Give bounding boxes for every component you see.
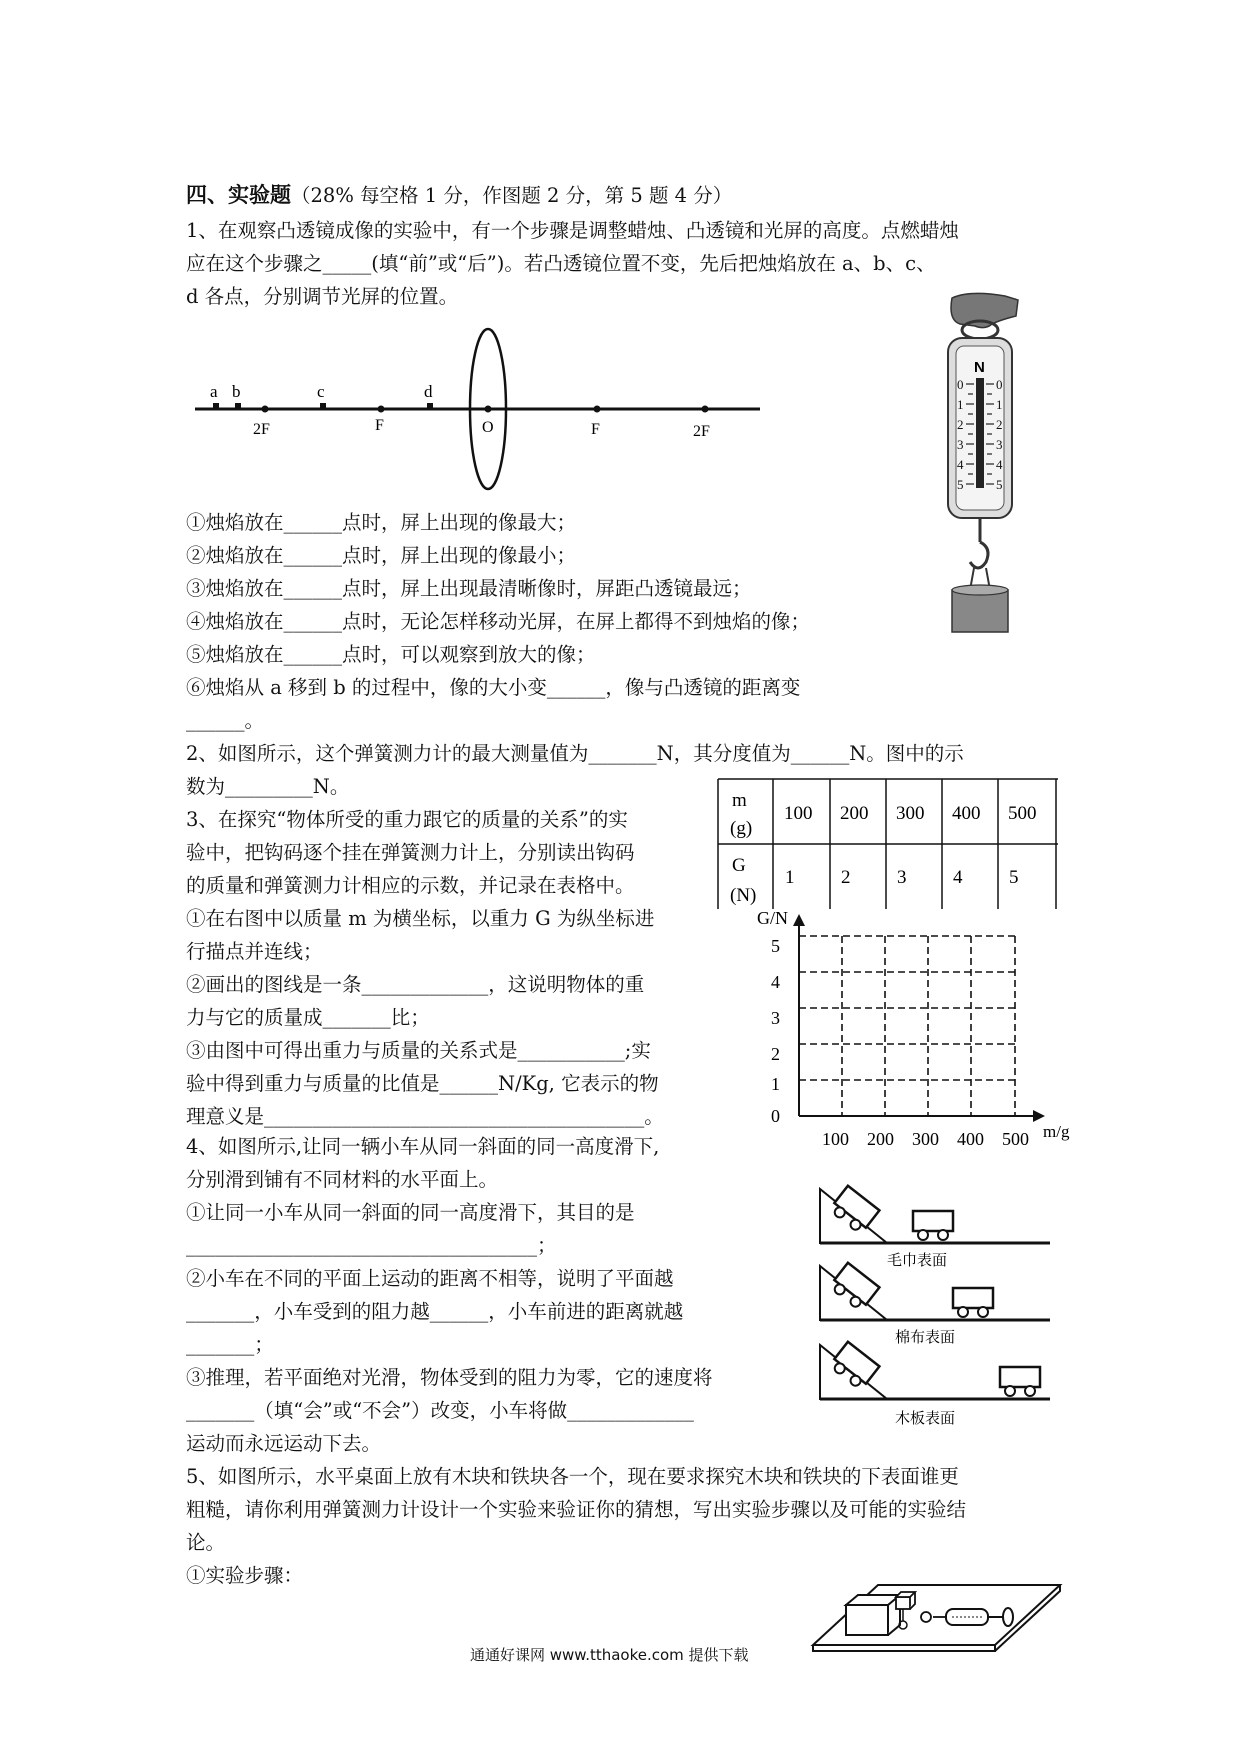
x-tick-200: 200	[867, 1129, 894, 1149]
focus-f-left-dot	[378, 406, 385, 413]
right-tick-4: 4	[996, 457, 1003, 472]
q3-line-3: 的质量和弹簧测力计相应的示数，并记录在表格中。	[186, 874, 635, 897]
lens-diagram	[190, 320, 770, 490]
point-d-marker	[427, 403, 433, 409]
right-tick-0: 0	[996, 377, 1003, 392]
y-axis-label: G/N	[757, 908, 788, 928]
x-tick-100: 100	[822, 1129, 849, 1149]
row1-head-unit: (g)	[730, 818, 753, 839]
incline-panel-cotton	[820, 1263, 1050, 1346]
right-tick-2: 2	[996, 417, 1003, 432]
spring-scale-illustration	[930, 290, 1040, 680]
row2-head-unit: (N)	[730, 885, 757, 906]
left-tick-1: 1	[957, 397, 964, 412]
q1-line-2: 应在这个步骤之_____(填“前”或“后”)。若凸透镜位置不变，先后把烛焰放在 a、b、c、	[186, 252, 936, 275]
mass-cell-1: 100	[784, 803, 813, 824]
weight-cell-3: 3	[897, 867, 907, 888]
right-tick-5: 5	[996, 477, 1003, 492]
point-d-label: d	[424, 382, 433, 401]
g-m-graph	[757, 908, 1085, 1149]
q4-line-8: ③推理，若平面绝对光滑，物体受到的阻力为零，它的速度将	[186, 1366, 713, 1389]
q4-line-4: ____________________________________；	[186, 1234, 557, 1257]
q4-line-10: 运动而永远运动下去。	[186, 1432, 382, 1455]
surface-label-wood: 木板表面	[895, 1410, 956, 1427]
footer-credit: 通通好课网 www.tthaoke.com 提供下载	[470, 1646, 749, 1664]
right-tick-1: 1	[996, 397, 1003, 412]
q3-line-4: ①在右图中以质量 m 为横坐标，以重力 G 为纵坐标进	[186, 907, 655, 930]
q4-line-3: ①让同一小车从同一斜面的同一高度滑下，其目的是	[186, 1201, 635, 1224]
mass-weight-table	[718, 779, 1058, 909]
point-c-marker	[320, 403, 326, 409]
q5-line-1: 5、如图所示，水平桌面上放有木块和铁块各一个，现在要求探究木块和铁块的下表面谁更	[186, 1465, 959, 1488]
table-block-figure	[808, 1545, 1068, 1665]
focus-2f-right-dot	[702, 406, 709, 413]
q3-line-7: 力与它的质量成_______比；	[186, 1006, 430, 1029]
q3-line-10: 理意义是_______________________________________。	[186, 1105, 664, 1128]
incline-panel-towel	[820, 1186, 1050, 1269]
left-tick-0: 0	[957, 377, 964, 392]
mass-cell-4: 400	[952, 803, 981, 824]
label-2f-right: 2F	[693, 423, 710, 440]
q1-line-1: 1、在观察凸透镜成像的实验中，有一个步骤是调整蜡烛、凸透镜和光屏的高度。点燃蜡烛	[186, 219, 959, 242]
point-a-marker	[213, 403, 219, 409]
hook	[970, 542, 988, 568]
q3-line-9: 验中得到重力与质量的比值是______N/Kg, 它表示的物	[186, 1072, 659, 1095]
q3-line-8: ③由图中可得出重力与质量的关系式是___________;实	[186, 1039, 651, 1062]
q1-line-3: d 各点，分别调节光屏的位置。	[186, 285, 459, 308]
x-tick-300: 300	[912, 1129, 939, 1149]
mass-cell-3: 300	[896, 803, 925, 824]
q3-line-2: 验中，把钩码逐个挂在弹簧测力计上，分别读出钩码	[186, 841, 635, 864]
q4-line-5: ②小车在不同的平面上运动的距离不相等，说明了平面越	[186, 1267, 674, 1290]
q1-item-5: ⑤烛焰放在______点时，可以观察到放大的像；	[186, 643, 596, 666]
q2-line-1: 2、如图所示，这个弹簧测力计的最大测量值为_______N，其分度值为______N。图中的示	[186, 742, 964, 765]
q1-item-6: ⑥烛焰从 a 移到 b 的过程中，像的大小变______，像与凸透镜的距离变	[186, 676, 801, 699]
q5-line-4: ①实验步骤：	[186, 1564, 304, 1587]
row2-head-g: G	[732, 855, 746, 876]
q3-line-1: 3、在探究“物体所受的重力跟它的质量的关系”的实	[186, 808, 628, 831]
x-axis-label: m/g	[1043, 1122, 1070, 1141]
x-axis-arrow	[1033, 1110, 1045, 1122]
right-tick-3: 3	[996, 437, 1003, 452]
weight-cell-1: 1	[785, 867, 795, 888]
unit-label: N	[974, 359, 985, 376]
q1-item-2: ②烛焰放在______点时，屏上出现的像最小；	[186, 544, 577, 567]
weight-cell-2: 2	[841, 867, 851, 888]
y-tick-0: 0	[771, 1106, 780, 1126]
weight-cell-5: 5	[1009, 867, 1019, 888]
point-b-marker	[235, 403, 241, 409]
point-b-label: b	[232, 382, 241, 401]
y-tick-1: 1	[771, 1074, 780, 1094]
q1-item-4: ④烛焰放在______点时，无论怎样移动光屏，在屏上都得不到烛焰的像；	[186, 610, 811, 633]
q1-item-3: ③烛焰放在______点时，屏上出现最清晰像时，屏距凸透镜最远；	[186, 577, 752, 600]
point-a-label: a	[210, 382, 218, 401]
section-scoring: （28% 每空格 1 分，作图题 2 分，第 5 题 4 分）	[291, 184, 733, 207]
label-2f-left: 2F	[253, 421, 270, 438]
spring-pointer-rod	[976, 378, 984, 488]
y-tick-5: 5	[771, 936, 780, 956]
surface-label-cotton: 棉布表面	[895, 1329, 956, 1346]
q1-item-1: ①烛焰放在______点时，屏上出现的像最大；	[186, 511, 577, 534]
section-heading	[186, 180, 732, 211]
q4-line-6: _______，小车受到的阻力越______，小车前进的距离就越	[186, 1300, 684, 1323]
q2-line-2: 数为_________N。	[186, 775, 350, 798]
section-title: 四、实验题	[186, 182, 291, 207]
left-tick-5: 5	[957, 477, 964, 492]
surface-label-towel: 毛巾表面	[887, 1252, 948, 1269]
incline-panel-wood	[820, 1342, 1050, 1427]
weight-cell-4: 4	[953, 867, 963, 888]
x-tick-400: 400	[957, 1129, 984, 1149]
x-tick-500: 500	[1002, 1129, 1029, 1149]
q1-item-6-cont: ______。	[186, 709, 265, 732]
y-axis-arrow	[793, 914, 805, 926]
y-tick-2: 2	[771, 1044, 780, 1064]
left-tick-4: 4	[957, 457, 964, 472]
focus-2f-left-dot	[262, 406, 269, 413]
left-tick-3: 3	[957, 437, 964, 452]
q4-line-2: 分别滑到铺有不同材料的水平面上。	[186, 1168, 499, 1191]
q5-line-3: 论。	[186, 1531, 226, 1554]
y-tick-4: 4	[771, 972, 780, 992]
label-f-left: F	[375, 417, 384, 434]
optical-center-dot	[485, 406, 492, 413]
q4-line-7: _______；	[186, 1333, 274, 1356]
label-o: O	[482, 419, 494, 436]
q3-line-5: 行描点并连线；	[186, 940, 323, 963]
q3-line-6: ②画出的图线是一条_____________，这说明物体的重	[186, 973, 645, 996]
left-tick-2: 2	[957, 417, 964, 432]
mass-cell-2: 200	[840, 803, 869, 824]
incline-figures	[815, 1175, 1055, 1485]
mass-cell-5: 500	[1008, 803, 1037, 824]
focus-f-right-dot	[594, 406, 601, 413]
q5-line-2: 粗糙，请你利用弹簧测力计设计一个实验来验证你的猜想，写出实验步骤以及可能的实验结	[186, 1498, 967, 1521]
y-tick-3: 3	[771, 1008, 780, 1028]
row1-head-m: m	[732, 790, 747, 811]
label-f-right: F	[591, 421, 600, 438]
q4-line-1: 4、如图所示,让同一辆小车从同一斜面的同一高度滑下,	[186, 1135, 660, 1158]
point-c-label: c	[317, 382, 325, 401]
q4-line-9: _______（填“会”或“不会”）改变，小车将做_____________	[186, 1399, 694, 1422]
hanging-weight	[952, 590, 1008, 632]
